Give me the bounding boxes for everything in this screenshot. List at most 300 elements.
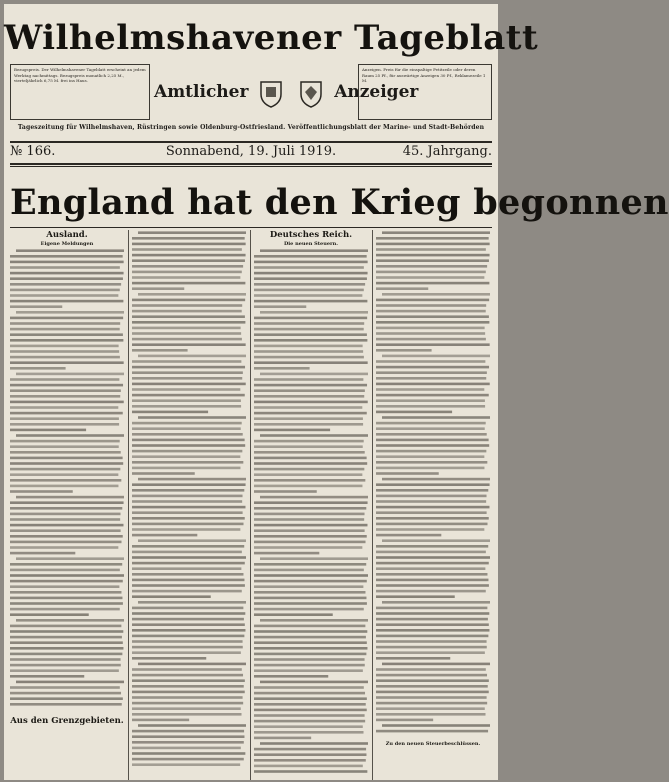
text-line <box>254 429 330 432</box>
text-line <box>138 478 246 481</box>
text-line <box>376 327 485 330</box>
text-line <box>254 524 367 527</box>
text-line <box>254 423 363 426</box>
text-line <box>132 276 240 279</box>
text-line <box>254 597 366 600</box>
text-line <box>376 271 486 274</box>
text-line <box>382 355 490 358</box>
amtlicher-anzeiger-banner <box>154 68 419 116</box>
text-line <box>132 287 184 290</box>
text-line <box>132 691 245 694</box>
text-line <box>254 294 362 297</box>
text-line <box>376 528 484 531</box>
text-line <box>260 373 368 376</box>
text-line <box>376 517 489 520</box>
text-line <box>376 551 486 554</box>
text-line <box>260 434 368 437</box>
text-line <box>10 569 120 572</box>
text-line <box>254 395 364 398</box>
issue-date: Sonnabend, 19. Juli 1919. <box>165 144 337 159</box>
text-line <box>254 669 363 672</box>
text-line <box>132 612 245 615</box>
coat-of-arms-icon <box>258 78 284 108</box>
text-line <box>132 427 241 430</box>
text-line <box>10 647 123 650</box>
text-line <box>376 467 484 470</box>
text-line <box>132 551 242 554</box>
text-line <box>376 433 487 436</box>
column-subheading-neue-steuern: Die neuen Steuern. <box>283 241 339 247</box>
text-line <box>376 411 452 414</box>
text-line <box>132 623 245 626</box>
text-line <box>132 411 208 414</box>
text-line <box>10 686 120 689</box>
text-line <box>132 713 242 716</box>
text-line <box>10 608 120 611</box>
text-line <box>132 321 245 324</box>
text-line <box>254 709 367 712</box>
text-line <box>254 378 363 381</box>
text-line <box>10 552 75 555</box>
text-line <box>254 580 367 583</box>
eagle-emblem-icon <box>298 78 324 108</box>
main-headline: England hat den Krieg begonnen <box>10 182 669 223</box>
text-line <box>376 573 487 576</box>
text-line <box>16 249 124 252</box>
text-line <box>376 489 488 492</box>
text-line <box>382 663 490 666</box>
column-3-body-texture <box>254 248 368 774</box>
text-line <box>132 523 244 526</box>
text-line <box>10 445 119 448</box>
text-line <box>10 423 119 426</box>
text-line <box>10 546 118 549</box>
text-line <box>132 679 245 682</box>
text-line <box>10 451 121 454</box>
text-line <box>254 675 328 678</box>
text-line <box>10 378 119 381</box>
text-line <box>254 602 367 605</box>
text-line <box>254 569 364 572</box>
text-line <box>254 457 367 460</box>
text-line <box>254 339 367 342</box>
text-line <box>132 506 245 509</box>
divider-bottom <box>10 163 492 165</box>
column-2 <box>132 230 246 780</box>
column-rule-1 <box>128 230 129 780</box>
text-line <box>132 707 241 710</box>
text-line <box>132 444 245 447</box>
text-line <box>254 412 367 415</box>
text-line <box>376 405 485 408</box>
text-line <box>10 328 120 331</box>
text-line <box>376 556 490 559</box>
text-line <box>376 719 433 722</box>
text-line <box>132 500 242 503</box>
text-line <box>254 445 363 448</box>
text-line <box>132 702 243 705</box>
text-line <box>382 601 490 604</box>
text-line <box>10 361 124 364</box>
text-line <box>16 373 124 376</box>
text-line <box>10 283 121 286</box>
text-line <box>376 332 485 335</box>
text-line <box>376 674 487 677</box>
header-row <box>10 64 492 122</box>
text-line <box>132 595 211 598</box>
text-line <box>254 720 365 723</box>
text-line <box>254 759 366 762</box>
text-line <box>10 367 66 370</box>
text-line <box>376 237 489 240</box>
text-line <box>254 608 364 611</box>
text-line <box>138 293 246 296</box>
text-line <box>376 707 485 710</box>
text-line <box>10 401 124 404</box>
text-line <box>10 317 123 320</box>
text-line <box>10 277 123 280</box>
text-line <box>10 490 73 493</box>
column-heading-ausland: Ausland. <box>46 230 88 240</box>
text-line <box>132 730 244 733</box>
text-line <box>376 304 486 307</box>
text-line <box>132 483 246 486</box>
text-line <box>254 513 365 516</box>
text-line <box>132 388 240 391</box>
text-line <box>254 356 364 359</box>
text-line <box>254 289 364 292</box>
text-line <box>10 697 123 700</box>
text-line <box>376 265 487 268</box>
column-3 <box>254 230 368 780</box>
text-line <box>10 653 122 656</box>
text-line <box>254 300 367 303</box>
text-line <box>132 265 243 268</box>
column-4-body <box>376 230 490 737</box>
text-line <box>254 703 366 706</box>
text-line <box>132 640 243 643</box>
text-line <box>16 434 124 437</box>
subscription-info-text: Bezugspreis. Der Wilhelmshavener Tageblatt erscheint an jedem Werktag nachmittags. Bezugspreis monatlich 2,25 M., vierteljährlich 6,75 M. frei ins Haus. <box>14 67 146 84</box>
text-line <box>254 468 364 471</box>
text-line <box>10 261 124 264</box>
text-line <box>132 243 246 246</box>
text-line <box>254 585 363 588</box>
text-line <box>376 282 489 285</box>
text-line <box>132 433 243 436</box>
text-line <box>132 467 240 470</box>
text-line <box>376 668 486 671</box>
text-line <box>132 349 188 352</box>
text-line <box>260 557 368 560</box>
text-line <box>132 343 246 346</box>
text-line <box>10 384 123 387</box>
text-line <box>10 658 121 661</box>
text-line <box>132 696 243 699</box>
text-line <box>382 478 490 481</box>
text-line <box>132 607 243 610</box>
text-line <box>376 511 487 514</box>
column-4 <box>376 230 490 780</box>
text-line <box>10 356 120 359</box>
text-line <box>254 641 367 644</box>
text-line <box>254 440 364 443</box>
text-line <box>132 674 243 677</box>
text-line <box>254 317 367 320</box>
column-heading-deutsches-reich: Deutsches Reich. <box>269 230 353 240</box>
text-line <box>10 580 123 583</box>
text-line <box>132 545 244 548</box>
advertising-info-box <box>358 64 492 120</box>
column-2-body-texture <box>132 230 246 768</box>
text-line <box>10 625 121 628</box>
text-line <box>10 613 89 616</box>
text-line <box>254 737 311 740</box>
text-line <box>254 535 367 538</box>
text-line <box>10 457 123 460</box>
text-line <box>254 563 366 566</box>
text-line <box>254 731 364 734</box>
text-line <box>10 591 121 594</box>
text-line <box>254 725 363 728</box>
text-line <box>254 591 365 594</box>
issue-number: № 166. <box>10 144 56 159</box>
text-line <box>254 350 363 353</box>
text-line <box>10 574 124 577</box>
masthead-title: Wilhelmshavener Tageblatt <box>4 18 539 58</box>
text-line <box>376 696 487 699</box>
text-line <box>376 534 441 537</box>
text-line <box>376 315 489 318</box>
text-line <box>132 405 241 408</box>
text-line <box>376 691 489 694</box>
text-line <box>132 327 241 330</box>
divider-bottom-thin <box>10 166 492 167</box>
text-line <box>132 254 246 257</box>
text-line <box>376 562 489 565</box>
text-line <box>260 496 368 499</box>
text-line <box>132 461 243 464</box>
text-line <box>254 384 367 387</box>
text-line <box>254 630 367 633</box>
text-line <box>10 479 121 482</box>
text-line <box>132 304 242 307</box>
text-line <box>260 249 368 252</box>
text-line <box>376 399 485 402</box>
text-line <box>16 619 124 622</box>
text-line <box>376 500 486 503</box>
text-line <box>254 389 365 392</box>
text-line <box>132 719 189 722</box>
text-line <box>132 271 242 274</box>
text-line <box>10 305 62 308</box>
text-line <box>10 641 123 644</box>
text-line <box>132 763 240 766</box>
text-line <box>254 266 364 269</box>
text-line <box>132 371 243 374</box>
text-line <box>254 552 319 555</box>
text-line <box>254 462 367 465</box>
text-line <box>132 685 244 688</box>
column-heading-grenzgebieten: Aus den Grenzgebieten. <box>10 715 124 726</box>
text-line <box>376 427 485 430</box>
text-line <box>376 646 487 649</box>
text-line <box>376 360 485 363</box>
text-line <box>376 545 488 548</box>
text-line <box>376 651 485 654</box>
text-line <box>376 472 439 475</box>
text-line <box>376 590 486 593</box>
text-line <box>376 713 486 716</box>
text-line <box>132 528 240 531</box>
text-line <box>260 681 368 684</box>
text-line <box>376 444 489 447</box>
text-line <box>254 647 367 650</box>
text-line <box>376 254 490 257</box>
text-line <box>16 681 124 684</box>
text-line <box>132 534 197 537</box>
text-line <box>254 625 365 628</box>
text-line <box>10 636 122 639</box>
text-line <box>382 293 490 296</box>
text-line <box>376 366 489 369</box>
text-line <box>132 310 242 313</box>
text-line <box>254 753 366 756</box>
text-line <box>132 248 242 251</box>
text-line <box>254 686 364 689</box>
text-line <box>376 377 486 380</box>
text-line <box>254 305 306 308</box>
text-line <box>376 248 486 251</box>
text-line <box>254 328 364 331</box>
text-line <box>254 613 333 616</box>
text-line <box>254 345 363 348</box>
text-line <box>132 259 245 262</box>
text-line <box>10 473 118 476</box>
text-line <box>132 422 242 425</box>
text-line <box>10 669 119 672</box>
text-line <box>10 333 123 336</box>
text-line <box>138 416 246 419</box>
text-line <box>132 299 245 302</box>
text-line <box>132 735 244 738</box>
text-line <box>376 287 428 290</box>
text-line <box>10 535 123 538</box>
text-line <box>138 724 246 727</box>
text-line <box>254 765 363 768</box>
text-line <box>138 539 246 542</box>
text-line <box>10 692 121 695</box>
text-line <box>132 383 246 386</box>
text-line <box>10 300 123 303</box>
text-line <box>376 394 489 397</box>
text-line <box>254 653 366 656</box>
advertising-info-text: Anzeigen. Preis für die einspaltige Petitzeile oder deren Raum 25 Pf., für auswärtige Anzeigen 30 Pf., Reklamezeile 1 M. <box>362 67 486 84</box>
text-line <box>254 490 317 493</box>
text-line <box>376 450 486 453</box>
text-line <box>10 501 124 504</box>
column-subheading-steuerbeschluesse: Zu den neuen Steuerbeschlüssen. <box>385 740 481 747</box>
text-line <box>376 612 489 615</box>
text-line <box>376 579 488 582</box>
text-line <box>376 640 487 643</box>
text-line <box>132 590 242 593</box>
text-line <box>10 406 118 409</box>
text-line <box>16 557 124 560</box>
text-line <box>376 338 486 341</box>
text-line <box>376 629 489 632</box>
text-line <box>132 394 245 397</box>
text-line <box>132 366 245 369</box>
text-line <box>138 663 246 666</box>
subscription-info-box <box>10 64 150 120</box>
text-line <box>376 422 486 425</box>
text-line <box>132 517 245 520</box>
text-line <box>10 468 120 471</box>
text-line <box>10 664 121 667</box>
text-line <box>382 231 490 234</box>
text-line <box>376 259 489 262</box>
text-line <box>10 255 123 258</box>
text-line <box>138 355 246 358</box>
text-line <box>10 630 123 633</box>
headline-divider <box>10 227 492 228</box>
text-line <box>132 489 244 492</box>
amtlicher-label: Amtlicher <box>154 82 249 102</box>
text-line <box>254 255 367 258</box>
text-line <box>132 360 241 363</box>
text-line <box>10 345 119 348</box>
column-1-body <box>10 248 124 710</box>
article-columns <box>10 230 492 780</box>
text-line <box>10 563 122 566</box>
text-line <box>138 601 246 604</box>
column-1 <box>10 230 124 780</box>
text-line <box>254 322 364 325</box>
text-line <box>254 692 365 695</box>
text-line <box>254 272 368 275</box>
text-line <box>132 399 241 402</box>
text-line <box>10 429 86 432</box>
text-line <box>376 679 489 682</box>
text-line <box>254 479 365 482</box>
text-line <box>132 668 242 671</box>
newspaper-page <box>4 4 669 780</box>
text-line <box>132 556 246 559</box>
text-line <box>376 567 485 570</box>
text-line <box>254 518 364 521</box>
text-line <box>132 237 245 240</box>
text-line <box>16 311 124 314</box>
text-line <box>254 473 362 476</box>
text-line <box>254 261 368 264</box>
text-line <box>10 597 122 600</box>
text-line <box>10 417 119 420</box>
text-line <box>254 546 362 549</box>
text-line <box>10 294 118 297</box>
text-line <box>260 619 368 622</box>
text-line <box>376 371 487 374</box>
text-line <box>254 658 365 661</box>
text-line <box>132 635 244 638</box>
text-line <box>132 646 243 649</box>
text-line <box>376 310 486 313</box>
text-line <box>10 412 123 415</box>
text-line <box>10 524 123 527</box>
text-line <box>10 339 123 342</box>
text-line <box>254 501 368 504</box>
text-line <box>260 742 368 745</box>
